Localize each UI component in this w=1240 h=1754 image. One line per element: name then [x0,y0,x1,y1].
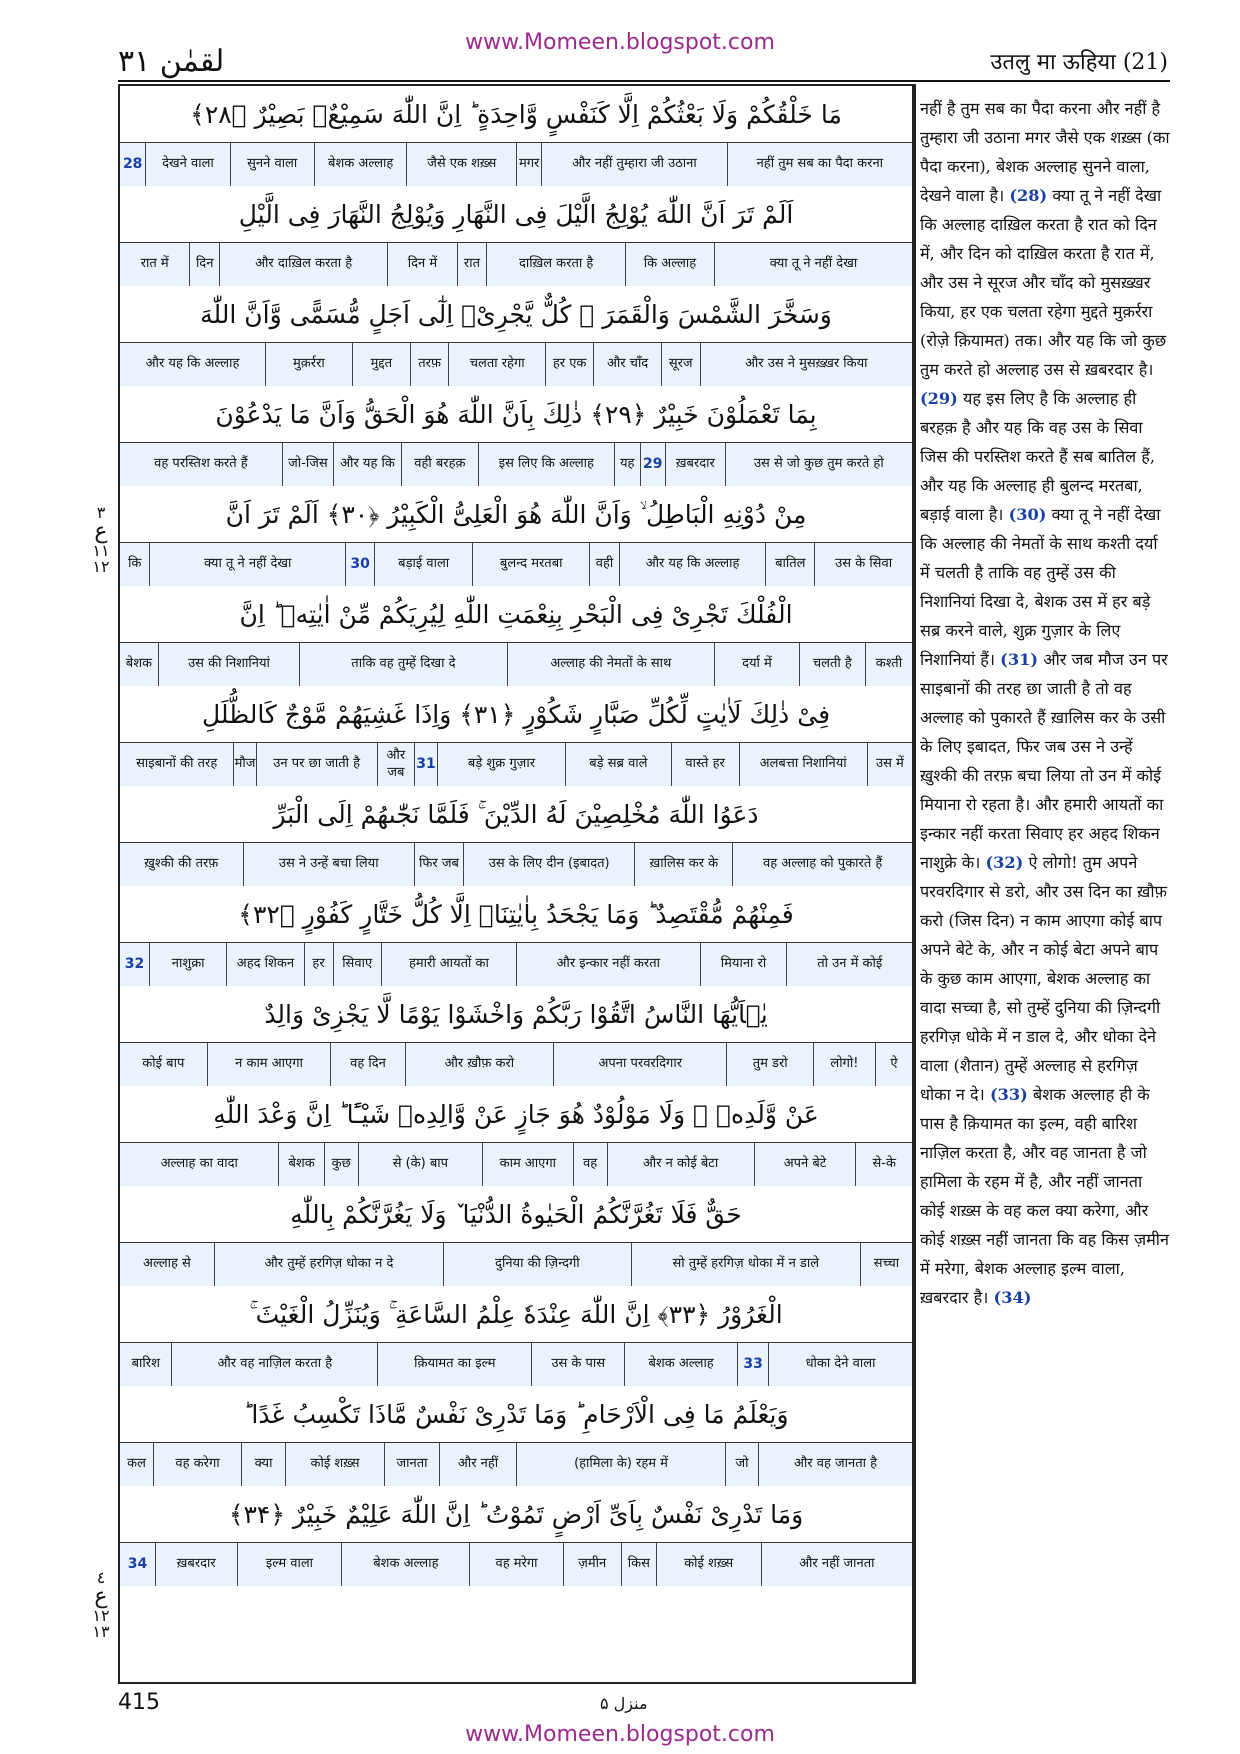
word-cell: बेशक अल्लाह [341,1543,469,1586]
word-cell: सुनने वाला [230,143,314,186]
word-cell: चलता रहेगा [448,343,545,386]
verse-number: 32 [124,955,145,972]
arabic-line: يٰۤاَيُّهَا النَّاسُ اتَّقُوْا رَبَّكُمْ وَاخْشَوْا يَوْمًا لَّا يَجْزِىْ وَالِدٌ [120,986,912,1043]
word-cell: जो-जिस [282,443,333,486]
word-cell: अहद शिकन [226,943,303,986]
word-cell: बेशक अल्लाह [314,143,407,186]
arabic-line: فِىْ ذٰلِكَ لَاٰيٰتٍ لِّكُلِّ صَبَّارٍ شَكُوْرٍ ﴿۳۱﴾ وَاِذَا غَشِيَهُمْ مَّوْجٌ كَالظُّلَلِ [120,686,912,743]
word-cell: जो [725,1443,758,1486]
word-cell: बेशक [278,1143,323,1186]
word-cell: इल्म वाला [237,1543,342,1586]
verse-row [120,286,912,386]
verse-number: 31 [414,743,437,786]
word-cell: और चाँद [593,343,661,386]
word-cell: कल [127,1456,146,1472]
word-cell: अल्लाह का वादा [160,1156,238,1172]
arabic-line: مَا خَلْقُكُمْ وَلَا بَعْثُكُمْ اِلَّا كَنَفْسٍ وَّاحِدَةٍ ؕ اِنَّ اللّٰهَ سَمِيْعٌۢ بَصِيْرٌ ﴿۲۸﴾ [120,86,912,143]
word-translation-row [120,343,912,386]
word-cell: वह [573,1143,607,1186]
word-cell: बड़े शुक्र गुज़ार [437,743,565,786]
translation-text: और जब मौज उन पर साइबानों की तरह छा जाती है तो वह अल्लाह को पुकारते हैं ख़ालिस कर के उसी के लिए इबादत, फिर जब उस ने उन्हें ख़ुश्की की तरफ़ बचा लिया तो उन में कोई मियाना रो रहता है। और हमारी आयतों का इन्कार नहीं करता सिवाए हर अहद शिकन नाशुक्रे के। [920,650,1168,872]
ruku-bottom: ۱۳ [92,1622,110,1641]
arabic-line: مِنْ دُوْنِهِ الْبَاطِلُ ۙ وَاَنَّ اللّٰهَ هُوَ الْعَلِىُّ الْكَبِيْرُ ﴿۳۰﴾ اَلَمْ تَرَ اَنَّ [120,486,912,543]
word-cell: और तुम्हें हरगिज़ धोका न दे [214,1243,443,1286]
word-cell: वही [589,543,618,586]
word-cell: उस के पास [531,1343,624,1386]
word-cell: बेशक [125,656,153,672]
surah-name: لقمٰن ۳۱ [118,44,225,79]
word-cell: कोई शख़्स [656,1543,761,1586]
verse-row [120,86,912,186]
verse-row [120,586,912,686]
word-cell: यह [614,443,640,486]
word-cell: कश्ती [865,643,912,686]
word-translation-row [120,843,912,886]
translation-verse-number: (30) [1008,505,1047,524]
word-cell: कोई शख़्स [285,1443,384,1486]
translation-text: यह इस लिए है कि अल्लाह ही बरहक़ है और यह कि वह उस के सिवा जिस की परस्तिश करते हैं सब बातिल हैं, और यह कि अल्लाह ही बुलन्द मरतबा, बड़ाई वाला है। [920,389,1155,524]
word-cell: और ख़ौफ़ करो [405,1043,554,1086]
word-cell: रात [457,243,487,286]
word-cell: हर [304,943,333,986]
translation-verse-number: (34) [993,1288,1032,1307]
word-cell: उस में [867,743,912,786]
translation-column [920,94,1170,1684]
para-name: उतलु मा ऊहिया (21) [990,50,1168,75]
arabic-line: فَمِنْهُمْ مُّقْتَصِدٌ ؕ وَمَا يَجْحَدُ بِاٰيٰتِنَاۤ اِلَّا كُلُّ خَتَّارٍ كَفُوْرٍ ﴿۳۲﴾ [120,886,912,943]
page-number: 415 [118,1690,160,1715]
word-translation-row [120,1143,912,1186]
word-cell: सो तुम्हें हरगिज़ धोका में न डाले [631,1243,860,1286]
verse-row [120,986,912,1086]
word-cell: न काम आएगा [207,1043,331,1086]
verse-row [120,186,912,286]
word-cell: अपना परवरदिगार [553,1043,726,1086]
word-translation-row [120,143,912,186]
header-rule [118,80,1170,82]
word-cell: वह परस्तिश करते हैं [154,456,248,472]
word-cell: और उस ने मुसख़्ख़र किया [700,343,912,386]
word-cell: साइबानों की तरह [136,756,218,772]
word-cell: हमारी आयतों का [381,943,516,986]
word-cell: दिन [189,243,219,286]
word-translation-row [120,1443,912,1486]
verse-row [120,1486,912,1586]
word-cell: ख़बरदार [665,443,725,486]
word-cell: मियाना रो [700,943,787,986]
verse-row [120,1086,912,1186]
word-cell: ज़मीन [563,1543,621,1586]
verse-table [118,84,914,1684]
word-cell: क्या तू ने नहीं देखा [714,243,912,286]
arabic-line: وَمَا تَدْرِىْ نَفْسٌ بِاَىِّ اَرْضٍ تَمُوْتُ ؕ اِنَّ اللّٰهَ عَلِيْمٌ خَبِيْرٌ ﴿۳۴﴾ [120,1486,912,1543]
word-cell: ख़बरदार [155,1543,237,1586]
word-cell: उस से जो कुछ तुम करते हो [725,443,912,486]
translation-text: क्या तू ने नहीं देखा कि अल्लाह की नेमतों के साथ कश्ती दर्या में चलती है ताकि वह तुम्हें उस की निशानियां दिखा दे, बेशक उस में हर बड़े सब्र करने वाले, शुक्र गुज़ार के लिए निशानियां हैं। [920,505,1161,669]
word-translation-row [120,743,912,786]
word-cell: से (के) बाप [358,1143,482,1186]
ruku-top: ٣ [96,503,106,522]
word-cell: कि [128,556,142,572]
word-cell: उस के लिए दीन (इबादत) [463,843,634,886]
verse-row [120,1386,912,1486]
word-cell: सिवाए [333,943,381,986]
translation-text: क्या तू ने नहीं देखा कि अल्लाह दाख़िल करता है रात को दिन में, और दिन को दाख़िल करता है रात में, और उस ने सूरज और चाँद को मुसख़्ख़र किया, हर एक चलता रहेगा मुद्दते मुक़र्ररा (रोज़े क़ियामत) तक। और यह कि जो कुछ तुम करते हो अल्लाह उस से ख़बरदार है। [920,186,1167,379]
word-cell: तो उन में कोई [786,943,912,986]
translation-verse-number: (29) [920,389,958,408]
word-translation-row [120,943,912,986]
word-cell: वास्ते हर [671,743,739,786]
ruku-marker-2 [88,1570,114,1640]
word-cell: मगर [516,143,541,186]
word-cell: तुम डरो [726,1043,813,1086]
word-cell: हर एक [545,343,593,386]
word-translation-row [120,243,912,286]
word-cell: और वह नाज़िल करता है [171,1343,377,1386]
arabic-line: بِمَا تَعْمَلُوْنَ خَبِيْرٌ ﴿۲۹﴾ ذٰلِكَ بِاَنَّ اللّٰهَ هُوَ الْحَقُّ وَاَنَّ مَا يَدْعُوْنَ [120,386,912,443]
word-cell: वह अल्लाह को पुकारते हैं [732,843,912,886]
word-cell: बारिश [131,1356,160,1372]
word-translation-row [120,1343,912,1386]
word-cell: ऐ [875,1043,912,1086]
verse-row [120,886,912,986]
word-translation-row [120,643,912,686]
arabic-line: وَيَعْلَمُ مَا فِى الْاَرْحَامِ ؕ وَمَا تَدْرِىْ نَفْسٌ مَّاذَا تَكْسِبُ غَدًا ؕ [120,1386,912,1443]
verse-row [120,686,912,786]
word-cell: से-के [855,1143,912,1186]
word-cell: उस के सिवा [814,543,912,586]
arabic-line: الْغَرُوْرُ ﴿۳۳﴾ اِنَّ اللّٰهَ عِنْدَهٗ عِلْمُ السَّاعَةِ ۚ وَيُنَزِّلُ الْغَيْثَ ۚ [120,1286,912,1343]
word-cell: उस ने उन्हें बचा लिया [243,843,414,886]
word-cell: काम आएगा [482,1143,573,1186]
word-cell: और वह जानता है [758,1443,912,1486]
arabic-line: حَقٌّ فَلَا تَغُرَّنَّكُمُ الْحَيٰوةُ الدُّنْيَا ٚ وَلَا يَغُرَّنَّكُمْ بِاللّٰهِ [120,1186,912,1243]
word-cell: अलबत्ता निशानियां [739,743,867,786]
word-cell: उस की निशानियां [158,643,299,686]
verse-number: 29 [640,443,666,486]
translation-verse-number: (33) [989,1085,1028,1104]
word-cell: दिन में [387,243,456,286]
word-cell: कुछ [324,1143,358,1186]
word-cell: मुक़र्ररा [265,343,352,386]
manzil-label: منزل ۵ [600,1694,648,1713]
word-cell: और नहीं जानता [761,1543,912,1586]
word-cell: बातिल [765,543,814,586]
verse-number: 34 [127,1555,148,1572]
verse-row [120,486,912,586]
word-cell: और दाख़िल करता है [219,243,387,286]
word-cell: और यह कि [333,443,401,486]
word-cell: क्या तू ने नहीं देखा [149,543,345,586]
word-cell: मौज [233,743,256,786]
translation-verse-number: (28) [1009,186,1048,205]
word-cell: अल्लाह की नेमतों के साथ [507,643,714,686]
word-cell: और यह कि अल्लाह [619,543,766,586]
translation-text: नहीं है तुम सब का पैदा करना और नहीं है तुम्हारा जी उठाना मगर जैसे एक शख़्स (का पैदा करना), बेशक अल्लाह सुनने वाला, देखने वाला है। [920,99,1170,205]
translation-text: ऐ लोगो! तुम अपने परवरदिगार से डरो, और उस दिन का ख़ौफ़ करो (जिस दिन) न काम आएगा कोई बाप अपने बेटे के, और न कोई बेटा अपने बाप के कुछ काम आएगा, बेशक अल्लाह का वादा सच्चा है, सो तुम्हें दुनिया की ज़िन्दगी हरगिज़ धोके में न डाल दे, और धोका देने वाला (शैतान) तुम्हें अल्लाह से हरगिज़ धोका न दे। [920,853,1168,1104]
word-cell: दुनिया की ज़िन्दगी [443,1243,631,1286]
word-cell: ख़ुश्की की तरफ़ [144,856,219,872]
translation-verse-number: (31) [1000,650,1039,669]
word-cell: अपने बेटे [754,1143,856,1186]
word-cell: बुलन्द मरतबा [472,543,589,586]
arabic-line: الْفُلْكَ تَجْرِىْ فِى الْبَحْرِ بِنِعْمَتِ اللّٰهِ لِيُرِيَكُمْ مِّنْ اٰيٰتِهٖ ؕ اِنَّ [120,586,912,643]
ruku-letter: ع [94,1584,108,1609]
arabic-line: عَنْ وَّلَدِهٖ ۡ وَلَا مَوْلُوْدٌ هُوَ جَازٍ عَنْ وَّالِدِهٖ شَيْـًٔا ؕ اِنَّ وَعْدَ اللّٰهِ [120,1086,912,1143]
arabic-line: اَلَمْ تَرَ اَنَّ اللّٰهَ يُوْلِجُ الَّيْلَ فِى النَّهَارِ وَيُوْلِجُ النَّهَارَ فِى الَّيْلِ [120,186,912,243]
word-cell: देखने वाला [145,143,229,186]
translation-text: बेशक अल्लाह ही के पास है क़ियामत का इल्म, वही बारिश नाज़िल करता है, और वह जानता है जो हामिला के रहम में है, और नहीं जानता कोई शख़्स के वह कल क्या करेगा, और कोई शख़्स नहीं जानता कि वह किस ज़मीन में मरेगा, बेशक अल्लाह इल्म वाला, ख़बरदार है। [920,1085,1169,1307]
word-cell: क्या [241,1443,285,1486]
word-cell: बड़े सब्र वाले [565,743,671,786]
word-translation-row [120,1543,912,1586]
word-cell: उन पर छा जाती है [256,743,377,786]
verse-row [120,386,912,486]
verse-row [120,786,912,886]
word-translation-row [120,1243,912,1286]
word-cell: रात में [140,256,169,272]
word-cell: मुद्दत [352,343,410,386]
word-cell: दाख़िल करता है [486,243,625,286]
word-cell: लोगो! [813,1043,875,1086]
word-cell: बड़ाई वाला [374,543,472,586]
word-cell: जैसे एक शख़्स [406,143,516,186]
word-cell: तरफ़ [410,343,449,386]
word-cell: अल्लाह से [143,1256,191,1272]
verse-row [120,1286,912,1386]
word-cell: (हामिला के) रहम में [516,1443,725,1486]
verse-row [120,1186,912,1286]
verse-number: 28 [122,155,143,172]
arabic-line: وَسَخَّرَ الشَّمْسَ وَالْقَمَرَ ۡ كُلٌّ يَّجْرِىْۤ اِلٰٓى اَجَلٍ مُّسَمًّى وَّاَنَّ اللّٰهَ [120,286,912,343]
word-cell: सूरज [661,343,700,386]
word-cell: क़ियामत का इल्म [377,1343,531,1386]
word-cell: और नहीं तुम्हारा जी उठाना [541,143,726,186]
word-cell: वह करेगा [153,1443,241,1486]
word-cell: दर्या में [714,643,799,686]
ruku-letter: ع [94,519,108,544]
verse-number: 33 [737,1343,768,1386]
site-url-top[interactable]: www.Momeen.blogspot.com [465,30,775,55]
translation-verse-number: (32) [985,853,1024,872]
word-translation-row [120,543,912,586]
word-cell: वह मरेगा [469,1543,562,1586]
word-translation-row [120,443,912,486]
word-cell: और जब [377,743,415,786]
word-cell: और नहीं [439,1443,516,1486]
word-cell: चलती है [799,643,865,686]
ruku-mid: ۱۱ [92,541,110,560]
ruku-marker-1 [88,505,114,575]
word-cell: और यह कि अल्लाह [145,356,240,372]
word-cell: सच्चा [860,1243,912,1286]
word-cell: नहीं तुम सब का पैदा करना [727,143,912,186]
word-cell: ताकि वह तुम्हें दिखा दे [299,643,506,686]
word-cell: फिर जब [414,843,463,886]
word-cell: ख़ालिस कर के [634,843,732,886]
site-url-bottom[interactable]: www.Momeen.blogspot.com [465,1722,775,1747]
word-cell: इस लिए कि अल्लाह [478,443,614,486]
word-translation-row [120,1043,912,1086]
word-cell: नाशुक्रा [149,943,226,986]
word-cell: कोई बाप [142,1056,185,1072]
word-cell: बेशक अल्लाह [624,1343,737,1386]
word-cell: वही बरहक़ [401,443,478,486]
word-cell: कि अल्लाह [625,243,714,286]
arabic-line: دَعَوُا اللّٰهَ مُخْلِصِيْنَ لَهُ الدِّيْنَ ۚ فَلَمَّا نَجّٰىهُمْ اِلَى الْبَرِّ [120,786,912,843]
column-divider [914,84,916,1684]
ruku-bottom: ۱۲ [92,557,110,576]
ruku-mid: ١٢ [92,1606,110,1625]
word-cell: और न कोई बेटा [607,1143,754,1186]
word-cell: धोका देने वाला [768,1343,912,1386]
word-cell: जानता [384,1443,439,1486]
ruku-top: ٤ [96,1568,106,1587]
verse-number: 30 [345,543,374,586]
word-cell: किस [621,1543,656,1586]
word-cell: वह दिन [330,1043,404,1086]
word-cell: और इन्कार नहीं करता [516,943,700,986]
